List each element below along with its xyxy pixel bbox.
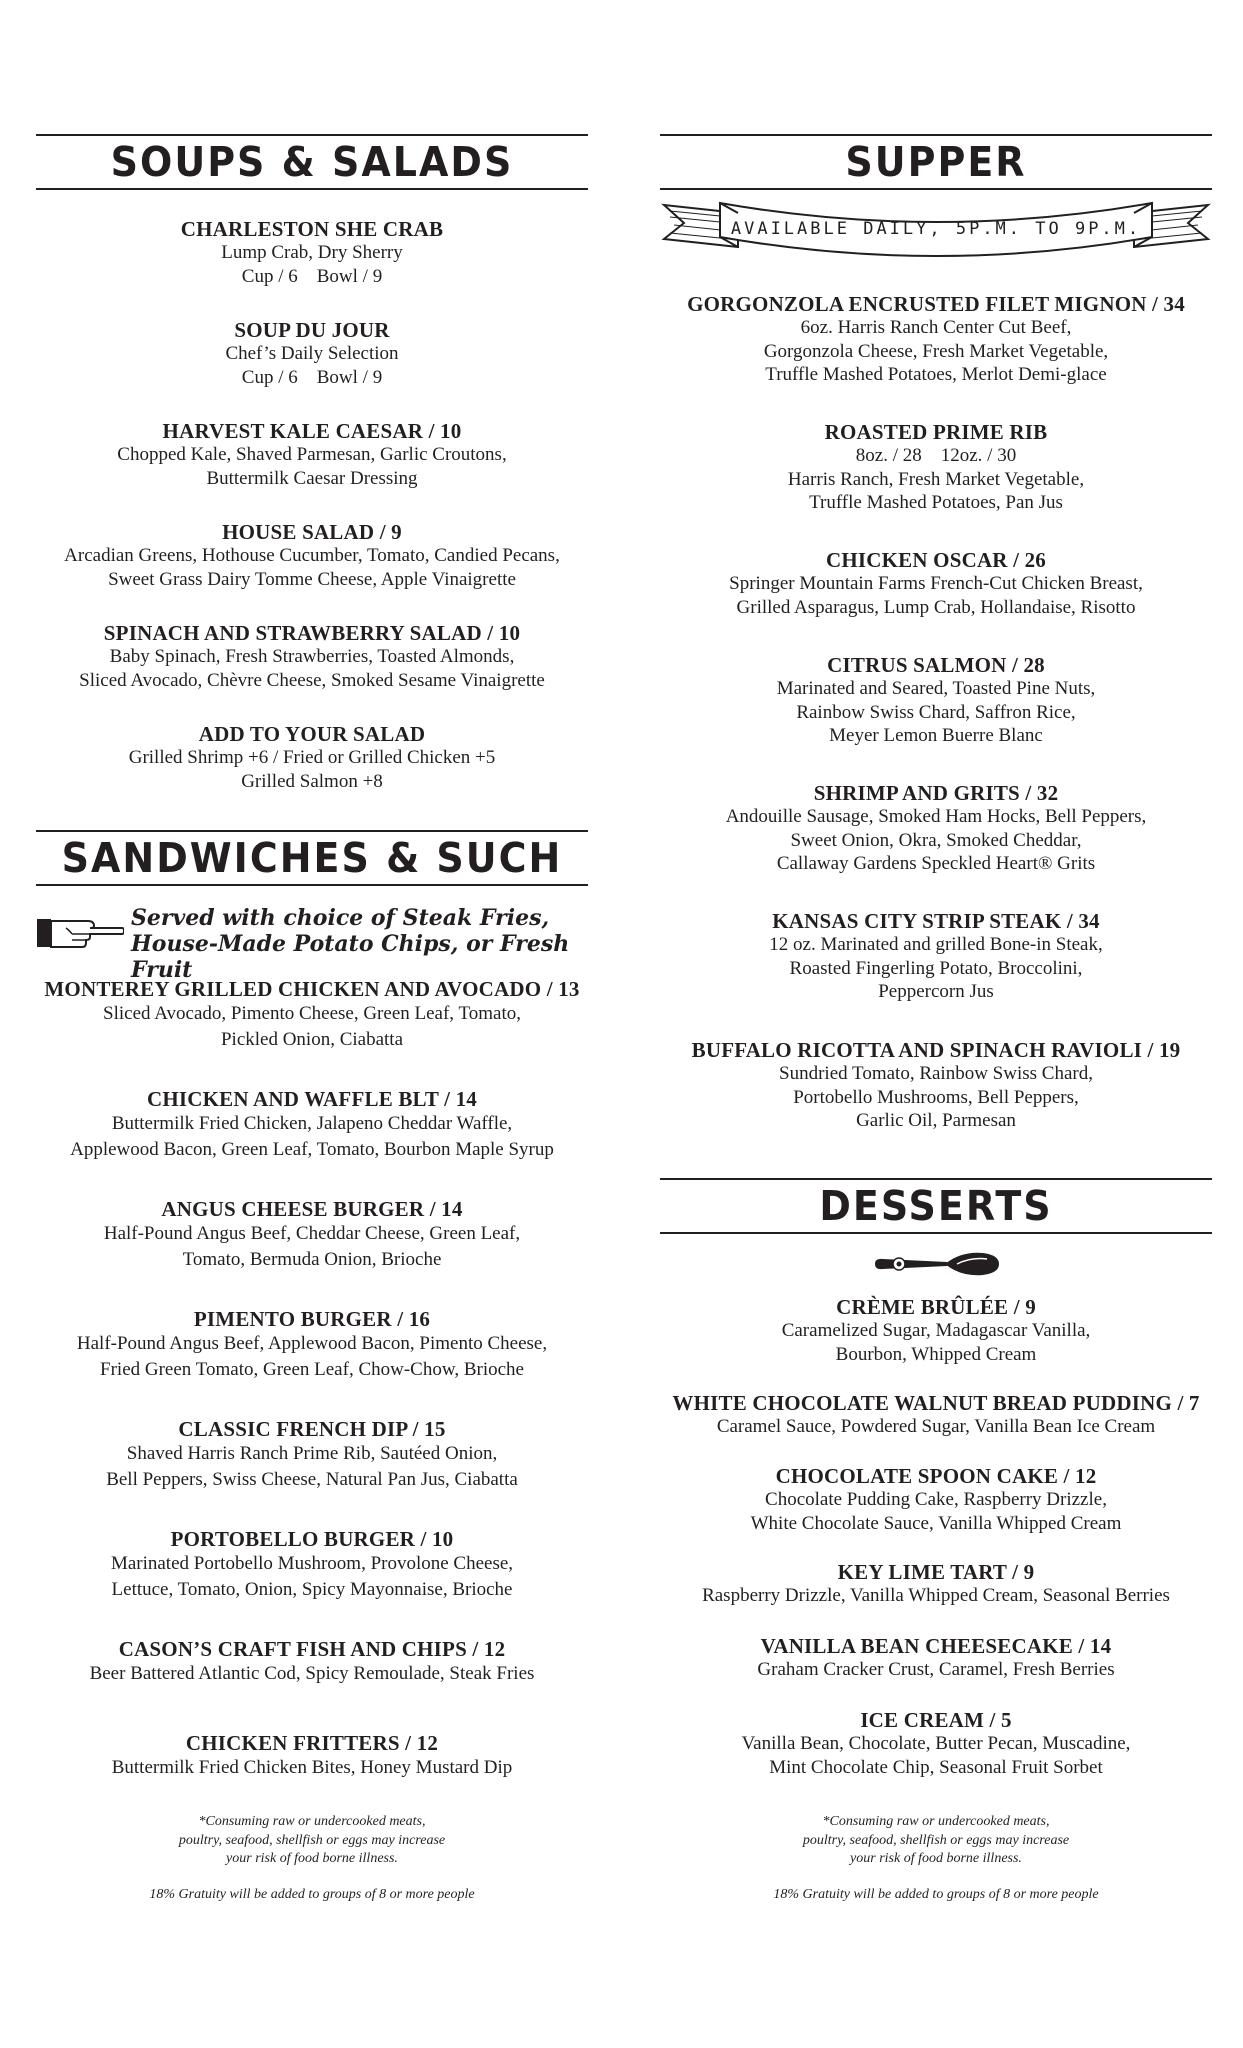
item-description: Bourbon, Whipped Cream bbox=[835, 1343, 1037, 1365]
item-description: Lump Crab, Dry Sherry bbox=[221, 242, 403, 263]
item-description: Portobello Mushrooms, Bell Peppers, bbox=[793, 1086, 1079, 1108]
menu-item bbox=[660, 1464, 1212, 1535]
menu-item bbox=[36, 1197, 588, 1273]
item-description: Arcadian Greens, Hothouse Cucumber, Tomato, Candied Pecans, bbox=[64, 545, 560, 566]
item-description: Shaved Harris Ranch Prime Rib, Sautéed Onion, bbox=[126, 1443, 498, 1464]
menu-item bbox=[36, 722, 588, 793]
item-description: 12 oz. Marinated and grilled Bone-in Steak, bbox=[769, 934, 1103, 955]
section-title: SOUPS & SALADS bbox=[110, 138, 514, 186]
menu-item bbox=[660, 1708, 1212, 1779]
soups-salads-header bbox=[36, 134, 588, 190]
menu-item bbox=[660, 1560, 1212, 1608]
item-description: Buttermilk Fried Chicken Bites, Honey Mustard Dip bbox=[111, 1757, 513, 1778]
item-name: ADD TO YOUR SALAD bbox=[198, 722, 426, 746]
item-description: Meyer Lemon Buerre Blanc bbox=[829, 725, 1043, 746]
item-name: CHARLESTON SHE CRAB bbox=[180, 217, 444, 241]
hours-banner bbox=[660, 197, 1212, 263]
menu-item bbox=[660, 1634, 1212, 1682]
menu-item bbox=[36, 1637, 588, 1687]
item-name: ICE CREAM / 5 bbox=[860, 1708, 1012, 1732]
desserts-header bbox=[660, 1178, 1212, 1234]
menu-item bbox=[36, 1307, 588, 1383]
item-description: Chocolate Pudding Cake, Raspberry Drizzle, bbox=[765, 1489, 1107, 1510]
supper-header bbox=[660, 134, 1212, 190]
served-with-text: Served with choice of Steak Fries, House-Made Potato Chips, or Fresh Fruit bbox=[131, 905, 570, 983]
item-description: Raspberry Drizzle, Vanilla Whipped Cream, Seasonal Berries bbox=[702, 1585, 1170, 1606]
item-description: Vanilla Bean, Chocolate, Butter Pecan, Muscadine, bbox=[741, 1733, 1131, 1754]
item-name: BUFFALO RICOTTA AND SPINACH RAVIOLI / 19 bbox=[691, 1038, 1181, 1062]
banner-text: AVAILABLE DAILY, 5P.M. TO 9P.M. bbox=[730, 219, 1142, 239]
item-name: ROASTED PRIME RIB bbox=[824, 420, 1048, 444]
item-name: MONTEREY GRILLED CHICKEN AND AVOCADO / 13 bbox=[44, 977, 580, 1001]
item-name: CASON’S CRAFT FISH AND CHIPS / 12 bbox=[118, 1637, 506, 1661]
item-description: Grilled Salmon +8 bbox=[241, 770, 383, 792]
item-description: Peppercorn Jus bbox=[878, 981, 994, 1002]
menu-item bbox=[36, 217, 588, 288]
item-description: Lettuce, Tomato, Onion, Spicy Mayonnaise, Brioche bbox=[111, 1579, 513, 1600]
left-column bbox=[36, 0, 588, 2048]
item-description: Graham Cracker Crust, Caramel, Fresh Berries bbox=[757, 1659, 1115, 1680]
menu-item bbox=[660, 1038, 1212, 1133]
item-description: Half-Pound Angus Beef, Cheddar Cheese, Green Leaf, bbox=[103, 1223, 521, 1244]
item-description: Marinated and Seared, Toasted Pine Nuts, bbox=[776, 678, 1096, 699]
section-title: DESSERTS bbox=[819, 1182, 1053, 1230]
menu-item bbox=[36, 621, 588, 692]
item-description: Truffle Mashed Potatoes, Merlot Demi-glace bbox=[765, 364, 1107, 385]
menu-item bbox=[660, 909, 1212, 1004]
item-name: HARVEST KALE CAESAR / 10 bbox=[162, 419, 462, 443]
item-description: Pickled Onion, Ciabatta bbox=[220, 1029, 404, 1050]
spoon-icon bbox=[871, 1249, 1001, 1279]
item-name: WHITE CHOCOLATE WALNUT BREAD PUDDING / 7 bbox=[672, 1391, 1200, 1415]
item-description: Grilled Shrimp +6 / Fried or Grilled Chicken +5 bbox=[128, 747, 496, 768]
item-description: Sliced Avocado, Pimento Cheese, Green Leaf, Tomato, bbox=[103, 1003, 521, 1024]
menu-item bbox=[36, 1087, 588, 1163]
pointing-hand-icon bbox=[36, 913, 124, 953]
item-description: White Chocolate Sauce, Vanilla Whipped Cream bbox=[750, 1512, 1122, 1534]
item-description: Sundried Tomato, Rainbow Swiss Chard, bbox=[779, 1063, 1093, 1084]
item-name: CHOCOLATE SPOON CAKE / 12 bbox=[775, 1464, 1097, 1488]
item-description: Andouille Sausage, Smoked Ham Hocks, Bell Peppers, bbox=[725, 806, 1147, 827]
item-name: KANSAS CITY STRIP STEAK / 34 bbox=[772, 909, 1100, 933]
item-description: Marinated Portobello Mushroom, Provolone Cheese, bbox=[110, 1553, 514, 1574]
item-description: Grilled Asparagus, Lump Crab, Hollandaise, Risotto bbox=[736, 596, 1136, 618]
menu-item bbox=[660, 548, 1212, 619]
right-column bbox=[660, 0, 1212, 2048]
item-name: ANGUS CHEESE BURGER / 14 bbox=[161, 1197, 463, 1221]
item-description: Half-Pound Angus Beef, Applewood Bacon, Pimento Cheese, bbox=[76, 1333, 548, 1354]
menu-item bbox=[660, 1295, 1212, 1366]
item-description: Baby Spinach, Fresh Strawberries, Toasted Almonds, bbox=[109, 646, 515, 667]
menu-item bbox=[660, 781, 1212, 876]
gratuity-note: 18% Gratuity will be added to groups of 8 or more people bbox=[773, 1887, 1099, 1902]
menu-item bbox=[36, 977, 588, 1053]
item-price: Cup / 6 Bowl / 9 bbox=[241, 366, 383, 388]
item-name: HOUSE SALAD / 9 bbox=[222, 520, 402, 544]
item-description: Mint Chocolate Chip, Seasonal Fruit Sorbet bbox=[769, 1756, 1103, 1778]
menu-item bbox=[660, 653, 1212, 748]
section-title: SANDWICHES & SUCH bbox=[61, 834, 563, 882]
item-name: CHICKEN FRITTERS / 12 bbox=[185, 1731, 439, 1755]
menu-item bbox=[660, 292, 1212, 387]
sandwiches-header bbox=[36, 830, 588, 886]
menu-item bbox=[36, 1731, 588, 1781]
item-description: Applewood Bacon, Green Leaf, Tomato, Bourbon Maple Syrup bbox=[70, 1139, 554, 1160]
item-description: Sweet Onion, Okra, Smoked Cheddar, bbox=[790, 829, 1082, 851]
item-description: Harris Ranch, Fresh Market Vegetable, bbox=[787, 468, 1085, 490]
served-with-note bbox=[36, 905, 588, 983]
gratuity-note: 18% Gratuity will be added to groups of 8 or more people bbox=[149, 1887, 475, 1902]
item-description: Caramelized Sugar, Madagascar Vanilla, bbox=[781, 1320, 1091, 1341]
item-description: Springer Mountain Farms French-Cut Chicken Breast, bbox=[729, 573, 1143, 594]
item-name: KEY LIME TART / 9 bbox=[837, 1560, 1035, 1584]
disclaimer-note: *Consuming raw or undercooked meats, poultry, seafood, shellfish or eggs may increase your risk of food borne illness. bbox=[178, 1814, 446, 1866]
menu-item bbox=[36, 520, 588, 591]
item-description: Garlic Oil, Parmesan bbox=[856, 1110, 1016, 1131]
item-name: SOUP DU JOUR bbox=[234, 318, 390, 342]
item-description: Caramel Sauce, Powdered Sugar, Vanilla Bean Ice Cream bbox=[716, 1416, 1156, 1437]
item-description: 6oz. Harris Ranch Center Cut Beef, bbox=[800, 317, 1072, 338]
item-description: Buttermilk Caesar Dressing bbox=[206, 467, 418, 489]
item-description: Beer Battered Atlantic Cod, Spicy Remoulade, Steak Fries bbox=[89, 1663, 535, 1684]
item-price: Cup / 6 Bowl / 9 bbox=[241, 265, 383, 287]
item-description: Buttermilk Fried Chicken, Jalapeno Cheddar Waffle, bbox=[111, 1113, 513, 1134]
section-title: SUPPER bbox=[845, 138, 1027, 186]
item-name: VANILLA BEAN CHEESECAKE / 14 bbox=[760, 1634, 1112, 1658]
item-name: CITRUS SALMON / 28 bbox=[827, 653, 1045, 677]
item-description: Sliced Avocado, Chèvre Cheese, Smoked Sesame Vinaigrette bbox=[79, 669, 545, 691]
item-name: SHRIMP AND GRITS / 32 bbox=[813, 781, 1059, 805]
item-price: 8oz. / 28 12oz. / 30 bbox=[855, 445, 1017, 466]
item-description: Gorgonzola Cheese, Fresh Market Vegetable, bbox=[763, 340, 1109, 362]
item-description: Chopped Kale, Shaved Parmesan, Garlic Croutons, bbox=[117, 444, 507, 465]
item-description: Rainbow Swiss Chard, Saffron Rice, bbox=[796, 701, 1076, 723]
item-name: GORGONZOLA ENCRUSTED FILET MIGNON / 34 bbox=[687, 292, 1185, 316]
item-name: CLASSIC FRENCH DIP / 15 bbox=[178, 1417, 446, 1441]
item-name: CRÈME BRÛLÉE / 9 bbox=[836, 1295, 1036, 1319]
disclaimer-note: *Consuming raw or undercooked meats, poultry, seafood, shellfish or eggs may increase your risk of food borne illness. bbox=[802, 1814, 1070, 1866]
item-description: Roasted Fingerling Potato, Broccolini, bbox=[789, 957, 1083, 979]
item-name: SPINACH AND STRAWBERRY SALAD / 10 bbox=[103, 621, 521, 645]
item-description: Tomato, Bermuda Onion, Brioche bbox=[182, 1249, 442, 1270]
menu-item bbox=[660, 1391, 1212, 1439]
item-description: Fried Green Tomato, Green Leaf, Chow-Chow, Brioche bbox=[100, 1359, 524, 1380]
item-name: CHICKEN AND WAFFLE BLT / 14 bbox=[146, 1087, 477, 1111]
item-name: PIMENTO BURGER / 16 bbox=[193, 1307, 431, 1331]
menu-item bbox=[36, 1417, 588, 1493]
item-description: Bell Peppers, Swiss Cheese, Natural Pan Jus, Ciabatta bbox=[106, 1469, 518, 1490]
menu-item bbox=[660, 420, 1212, 515]
item-description: Callaway Gardens Speckled Heart® Grits bbox=[776, 853, 1096, 874]
menu-item bbox=[36, 419, 588, 490]
item-description: Truffle Mashed Potatoes, Pan Jus bbox=[809, 492, 1063, 513]
item-name: PORTOBELLO BURGER / 10 bbox=[170, 1527, 454, 1551]
item-description: Chef’s Daily Selection bbox=[225, 343, 399, 364]
menu-item bbox=[36, 1527, 588, 1603]
item-name: CHICKEN OSCAR / 26 bbox=[825, 548, 1047, 572]
menu-item bbox=[36, 318, 588, 389]
item-description: Sweet Grass Dairy Tomme Cheese, Apple Vinaigrette bbox=[108, 568, 516, 590]
